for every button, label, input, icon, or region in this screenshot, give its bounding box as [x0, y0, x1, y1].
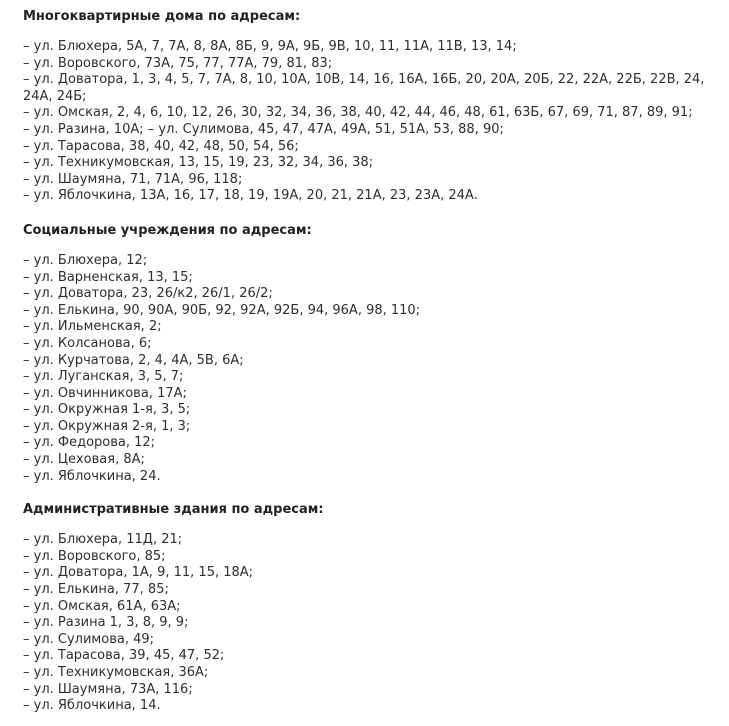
list-item: – ул. Омская, 2, 4, 6, 10, 12, 26, 30, 32, 34, 36, 38, 40, 42, 44, 46, 48, 61, 63Б, 67, 69, 71, 87, 89, 91;	[23, 105, 693, 121]
section-heading: Многоквартирные дома по адресам:	[23, 9, 301, 24]
list-item: – ул. Разина 1, 3, 8, 9, 9;	[23, 615, 189, 631]
list-item: – ул. Шаумяна, 71, 71А, 96, 118;	[23, 171, 243, 187]
list-item: – ул. Луганская, 3, 5, 7;	[23, 369, 184, 385]
list-item: – ул. Федорова, 12;	[23, 435, 156, 451]
list-item: – ул. Разина, 10А; – ул. Сулимова, 45, 47, 47А, 49А, 51, 51А, 53, 88, 90;	[23, 121, 504, 137]
list-item: – ул. Шаумяна, 73А, 116;	[23, 681, 193, 697]
list-item: – ул. Елькина, 90, 90А, 90Б, 92, 92А, 92Б, 94, 96А, 98, 110;	[23, 302, 421, 318]
list-item: – ул. Окружная 2-я, 1, 3;	[23, 418, 191, 434]
list-item: – ул. Тарасова, 38, 40, 42, 48, 50, 54, 56;	[23, 138, 299, 154]
address-list	[23, 532, 721, 715]
list-item: – ул. Омская, 61А, 63А;	[23, 598, 181, 614]
list-item: – ул. Блюхера, 12;	[23, 252, 148, 268]
section-heading: Административные здания по адресам:	[23, 502, 324, 518]
list-item: – ул. Воровского, 73А, 75, 77, 77А, 79, 81, 83;	[23, 55, 333, 71]
section-heading: Социальные учреждения по адресам:	[23, 222, 312, 238]
list-item: – ул. Окружная 1-я, 3, 5;	[23, 402, 191, 418]
list-item: – ул. Ильменская, 2;	[23, 319, 162, 335]
list-item: – ул. Блюхера, 5А, 7, 7А, 8, 8А, 8Б, 9, 9А, 9Б, 9В, 10, 11, 11А, 11В, 13, 14;	[23, 39, 517, 54]
section-administrative-buildings	[23, 501, 721, 715]
list-item: – ул. Доватора, 1А, 9, 11, 15, 18А;	[23, 565, 254, 581]
section-apartment-buildings	[23, 8, 721, 205]
list-item: – ул. Яблочкина, 13А, 16, 17, 18, 19, 19А, 20, 21, 21А, 23, 23А, 24А.	[23, 188, 478, 204]
list-item: – ул. Доватора, 1, 3, 4, 5, 7, 7А, 8, 10, 10А, 10В, 14, 16, 16А, 16Б, 20, 20А, 20Б, 22, 22А, 22Б, 22В, 24, 24А, 24Б;	[23, 72, 705, 104]
list-item: – ул. Техникумовская, 13, 15, 19, 23, 32, 34, 36, 38;	[23, 155, 374, 171]
list-item: – ул. Колсанова, 6;	[23, 335, 152, 351]
list-item: – ул. Курчатова, 2, 4, 4А, 5В, 6А;	[23, 352, 244, 368]
list-item: – ул. Яблочкина, 24.	[23, 468, 161, 484]
list-item: – ул. Овчинникова, 17А;	[23, 385, 187, 401]
list-item: – ул. Елькина, 77, 85;	[23, 582, 169, 598]
address-list	[23, 253, 721, 485]
list-item: – ул. Варненская, 13, 15;	[23, 269, 193, 285]
section-social-institutions	[23, 222, 721, 485]
list-item: – ул. Техникумовская, 36А;	[23, 665, 209, 680]
list-item: – ул. Воровского, 85;	[23, 548, 166, 564]
address-list	[23, 39, 721, 205]
list-item: – ул. Сулимова, 49;	[23, 631, 155, 647]
list-item: – ул. Доватора, 23, 26/к2, 26/1, 26/2;	[23, 286, 273, 302]
list-item: – ул. Цеховая, 8А;	[23, 452, 145, 468]
list-item: – ул. Яблочкина, 14.	[23, 698, 161, 714]
list-item: – ул. Блюхера, 11Д, 21;	[23, 532, 183, 548]
list-item: – ул. Тарасова, 39, 45, 47, 52;	[23, 648, 225, 664]
